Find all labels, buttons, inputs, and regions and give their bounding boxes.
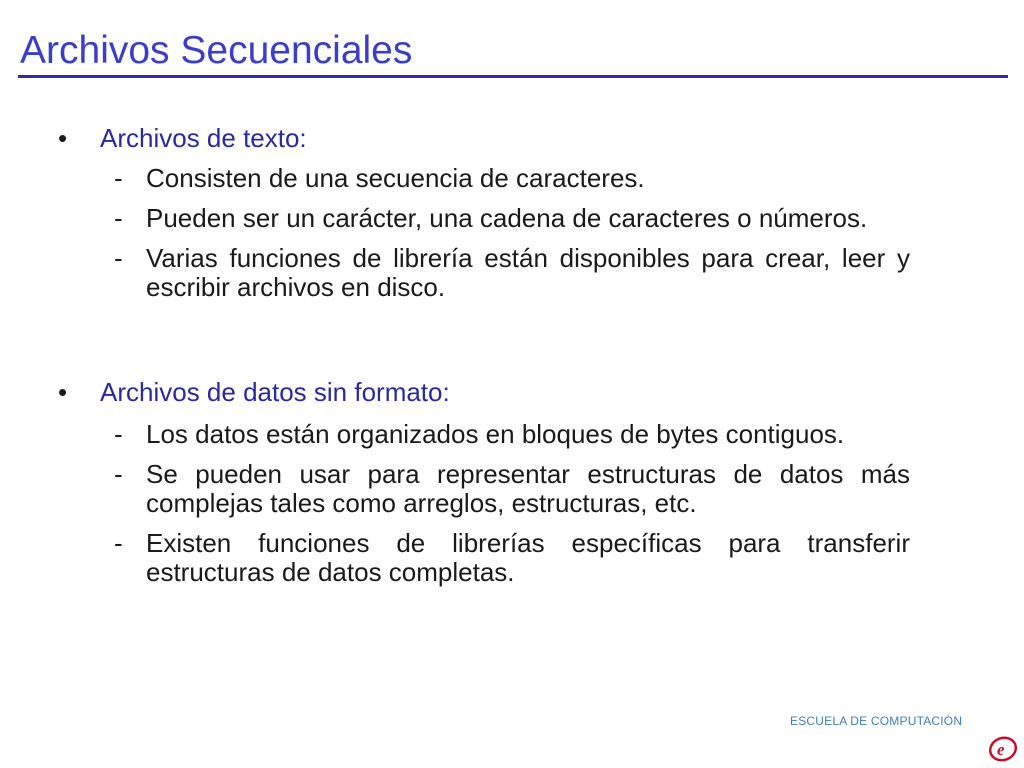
bullet-icon: • <box>58 123 68 153</box>
dash-icon: - <box>114 459 123 489</box>
dash-icon: - <box>114 419 123 449</box>
dash-icon: - <box>114 243 123 273</box>
list-item-text: Existen funciones de librerías específicas para transferir estructuras de datos completas. <box>146 528 910 587</box>
list-item <box>0 244 1024 302</box>
title-underline <box>18 75 1008 78</box>
list-item-text: Los datos están organizados en bloques de bytes contiguos. <box>146 419 845 449</box>
logo-letter: e <box>997 740 1005 759</box>
section-text-files <box>0 121 1024 302</box>
list-item <box>0 420 1024 449</box>
footer-school-name: ESCUELA DE COMPUTACIÓN <box>790 714 963 728</box>
section-heading: Archivos de datos sin formato: <box>100 377 450 407</box>
list-item-text: Consisten de una secuencia de caracteres. <box>146 163 645 193</box>
list-item-text: Se pueden usar para representar estructuras de datos más complejas tales como arreglos, estructuras, etc. <box>146 459 910 518</box>
bullet-heading-row <box>0 121 1024 155</box>
list-item-text: Varias funciones de librería están disponibles para crear, leer y escribir archivos en disco. <box>146 243 910 302</box>
list-item <box>0 204 1024 233</box>
dash-icon: - <box>114 203 123 233</box>
list-item <box>0 460 1024 518</box>
school-logo-icon <box>988 736 1018 762</box>
list-item <box>0 529 1024 587</box>
dash-icon: - <box>114 528 123 558</box>
section-raw-data-files <box>0 375 1024 587</box>
slide-title: Archivos Secuenciales <box>20 29 413 72</box>
section-heading: Archivos de texto: <box>100 123 307 153</box>
bullet-heading-row <box>0 375 1024 409</box>
dash-icon: - <box>114 163 123 193</box>
list-item-text: Pueden ser un carácter, una cadena de caracteres o números. <box>146 203 868 233</box>
bullet-icon: • <box>58 377 68 407</box>
list-item <box>0 164 1024 193</box>
